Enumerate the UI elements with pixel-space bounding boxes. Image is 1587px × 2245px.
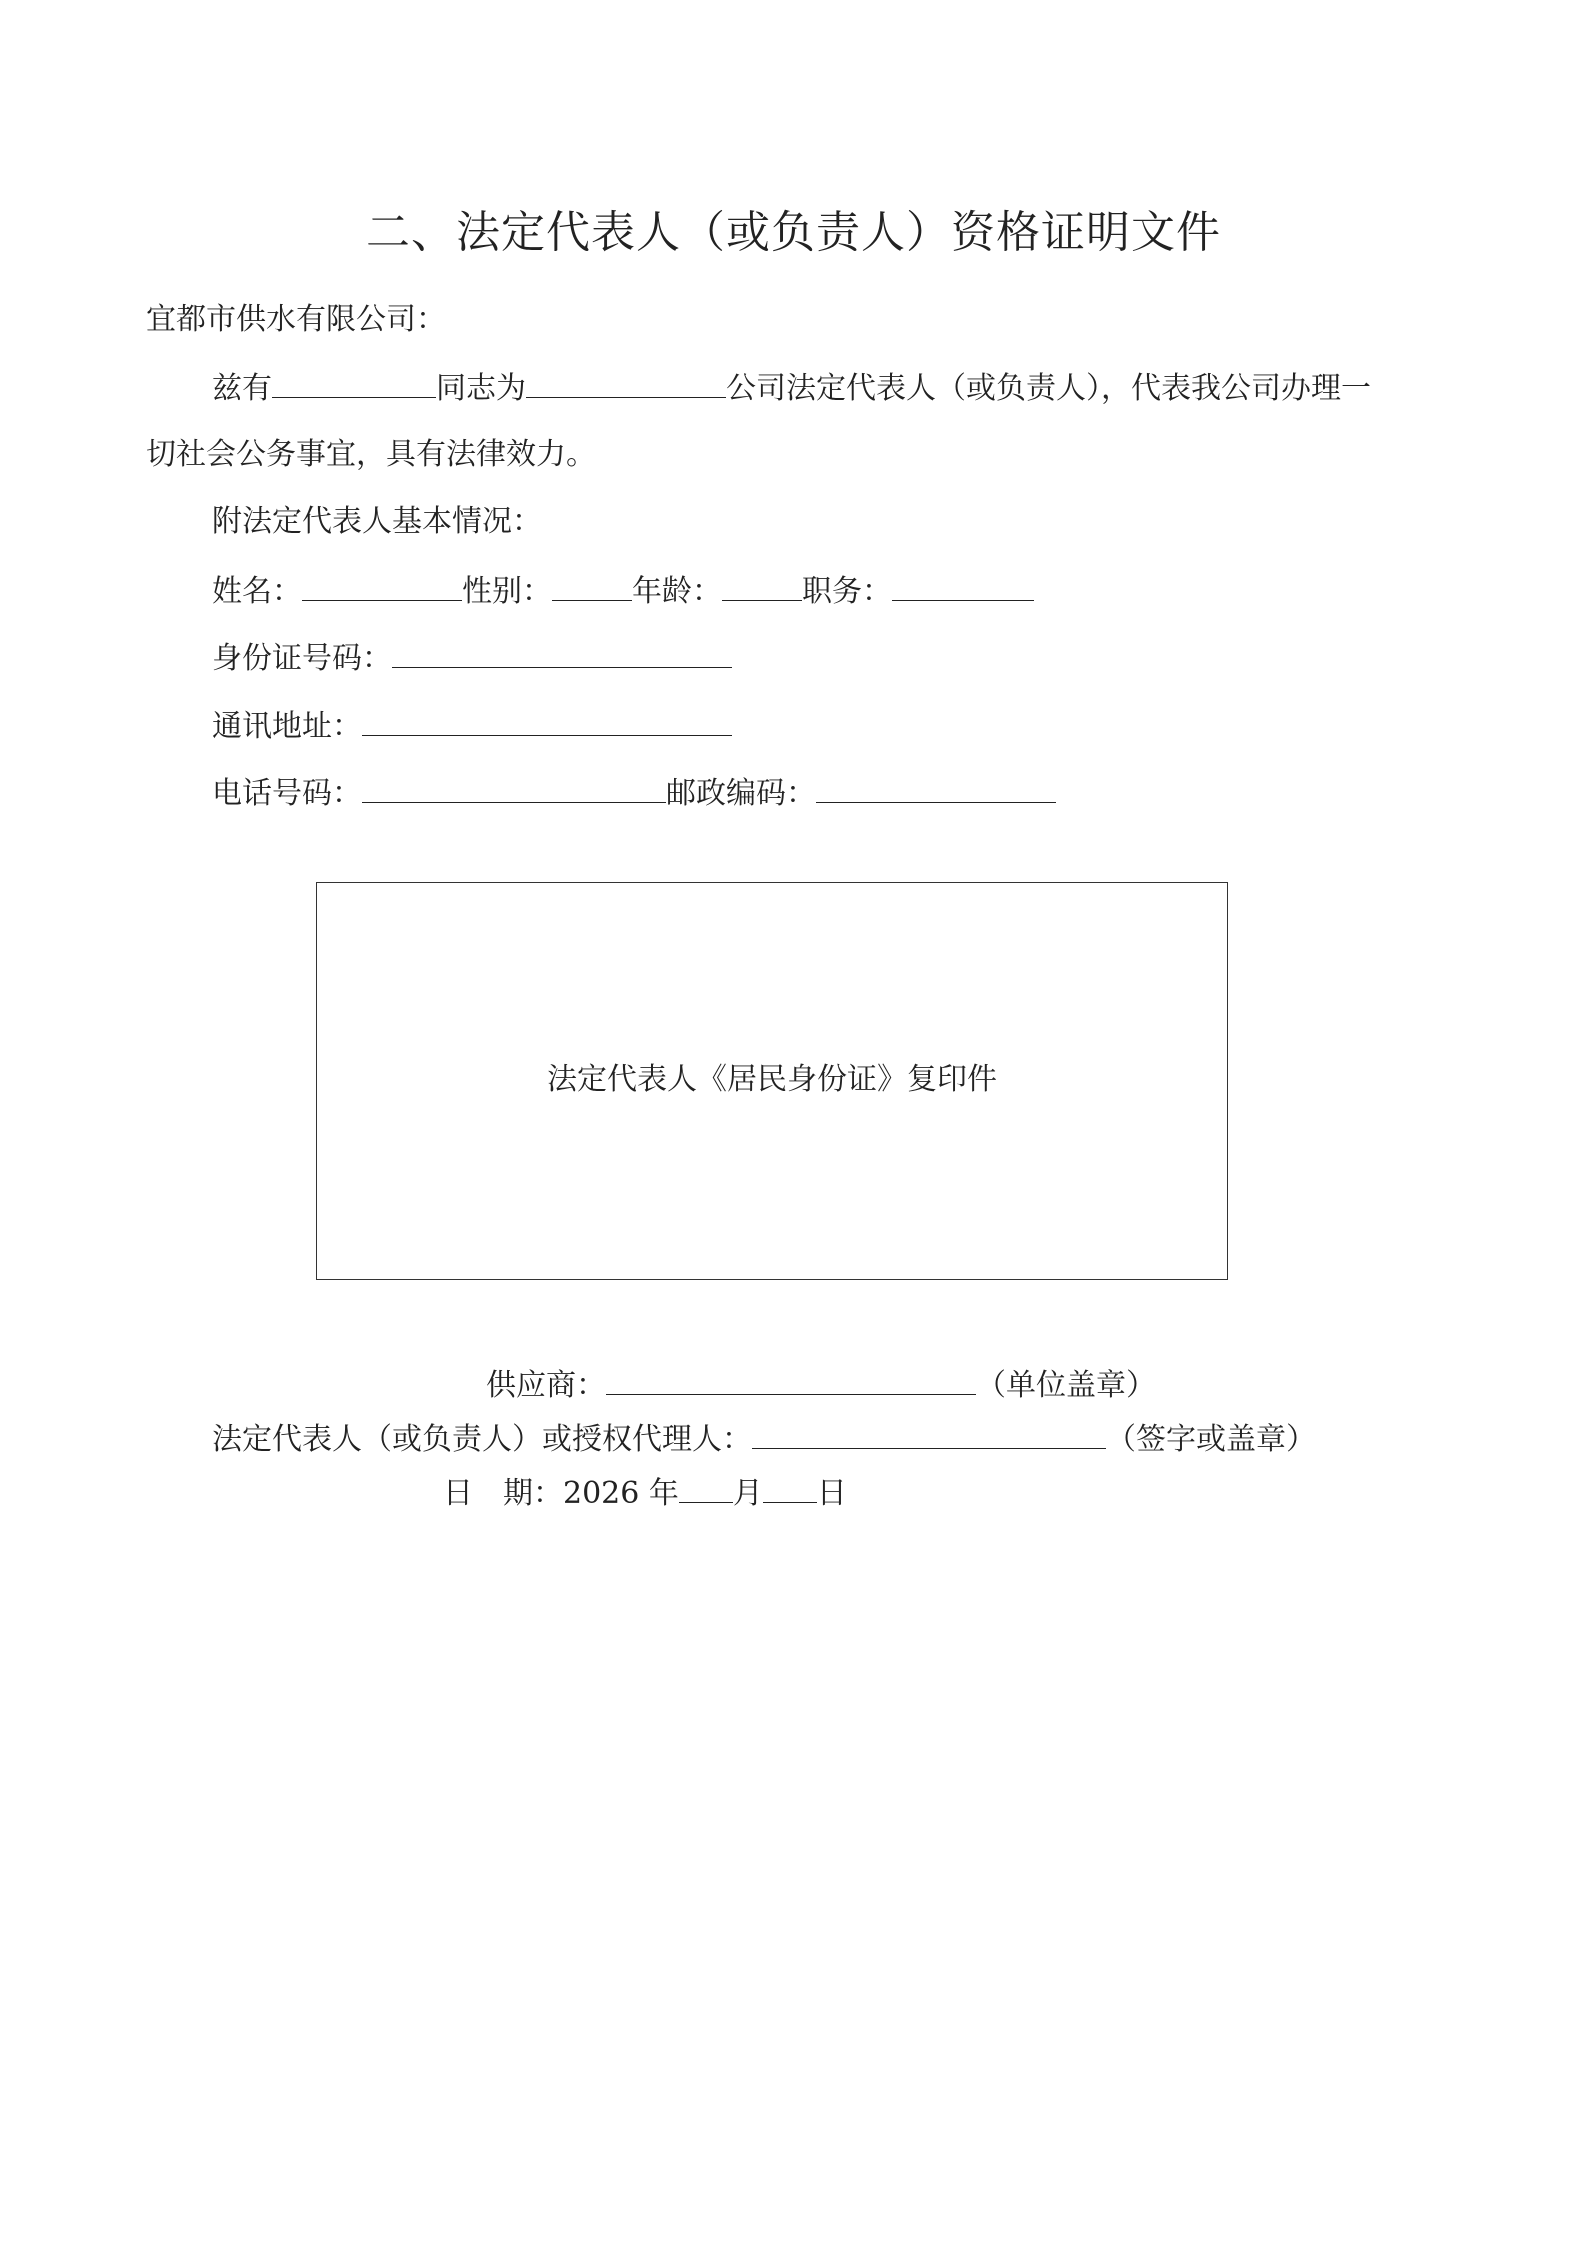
gender-blank[interactable] xyxy=(552,570,632,601)
date-month: 月 xyxy=(732,1476,763,1511)
id-card-copy-label: 法定代表人《居民身份证》复印件 xyxy=(547,1062,997,1097)
gender-label: 性别： xyxy=(462,574,552,609)
addressee: 宜都市供水有限公司： xyxy=(146,302,446,337)
representative-blank[interactable] xyxy=(752,1418,1106,1449)
age-label: 年龄： xyxy=(632,574,722,609)
date-year: 2026 年 xyxy=(563,1476,679,1511)
comrade-name-blank[interactable] xyxy=(272,367,436,398)
supplier-label: 供应商： xyxy=(486,1368,606,1403)
date-day: 日 xyxy=(816,1476,847,1511)
basic-info-heading: 附法定代表人基本情况： xyxy=(212,504,542,539)
id-card-copy-box xyxy=(316,882,1228,1280)
phone-label: 电话号码： xyxy=(212,776,362,811)
intro-line-2: 切社会公务事宜，具有法律效力。 xyxy=(146,437,596,472)
intro-text-3: 公司法定代表人（或负责人），代表我公司办理一 xyxy=(726,371,1371,406)
intro-text-2: 同志为 xyxy=(436,371,526,406)
supplier-seal-note: （单位盖章） xyxy=(976,1368,1156,1403)
phone-blank[interactable] xyxy=(362,772,666,803)
postcode-blank[interactable] xyxy=(816,772,1056,803)
date-label: 日 期： xyxy=(443,1476,563,1511)
day-blank[interactable] xyxy=(763,1472,817,1503)
intro-text-1: 兹有 xyxy=(212,371,272,406)
month-blank[interactable] xyxy=(679,1472,733,1503)
address-label: 通讯地址： xyxy=(212,709,362,744)
age-blank[interactable] xyxy=(722,570,802,601)
address-row xyxy=(212,705,732,747)
date-row xyxy=(443,1472,847,1514)
name-label: 姓名： xyxy=(212,574,302,609)
position-blank[interactable] xyxy=(892,570,1034,601)
intro-line-1 xyxy=(212,367,1371,409)
representative-label: 法定代表人（或负责人）或授权代理人： xyxy=(212,1422,752,1457)
page-title: 二、法定代表人（或负责人）资格证明文件 xyxy=(366,207,1221,258)
representative-sign-note: （签字或盖章） xyxy=(1106,1422,1316,1457)
id-number-row xyxy=(212,637,732,679)
address-blank[interactable] xyxy=(362,705,732,736)
id-number-label: 身份证号码： xyxy=(212,641,392,676)
position-label: 职务： xyxy=(802,574,892,609)
postcode-label: 邮政编码： xyxy=(666,776,816,811)
id-number-blank[interactable] xyxy=(392,637,732,668)
representative-row xyxy=(212,1418,1316,1460)
supplier-blank[interactable] xyxy=(606,1364,976,1395)
name-blank[interactable] xyxy=(302,570,462,601)
company-name-blank[interactable] xyxy=(526,367,726,398)
personal-info-row xyxy=(212,570,1034,612)
supplier-row xyxy=(486,1364,1156,1406)
phone-postcode-row xyxy=(212,772,1056,814)
